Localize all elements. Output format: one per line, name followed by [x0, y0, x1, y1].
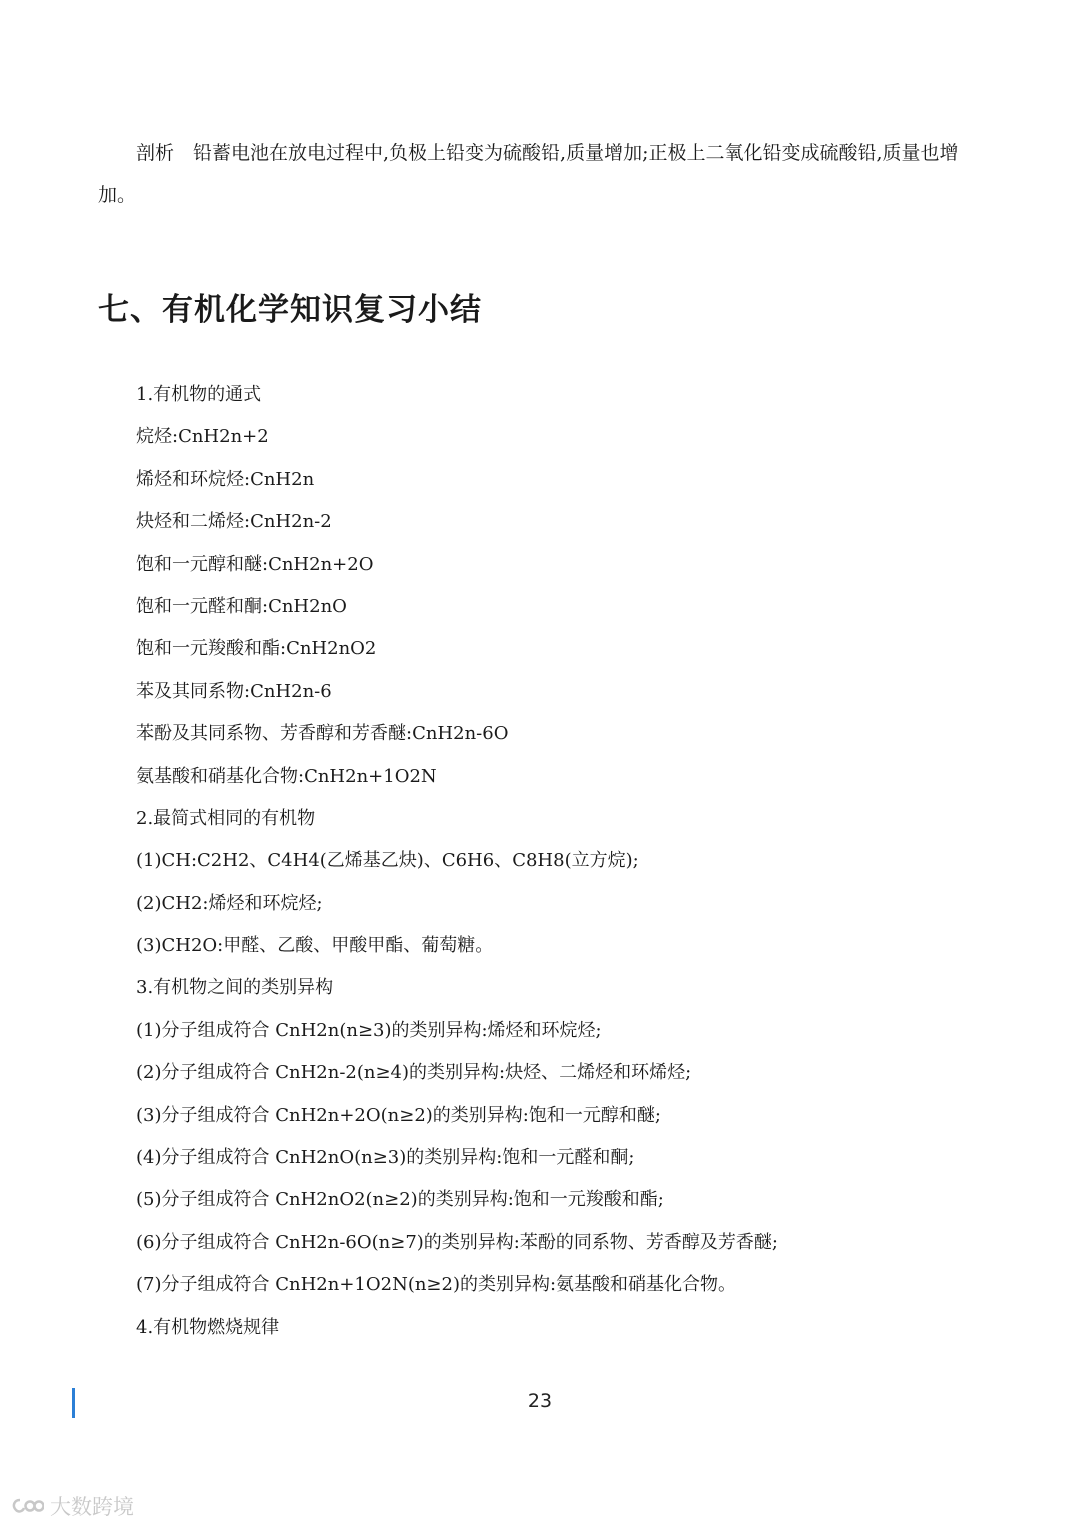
- formula-line: 饱和一元羧酸和酯:CnH2nO2: [136, 638, 377, 660]
- formula-line: (3)分子组成符合 CnH2n+2O(n≥2)的类别异构:饱和一元醇和醚;: [136, 1104, 661, 1126]
- formula-line: 炔烃和二烯烃:CnH2n-2: [136, 511, 332, 533]
- formula-line: (4)分子组成符合 CnH2nO(n≥3)的类别异构:饱和一元醛和酮;: [136, 1147, 635, 1169]
- formula-line: 苯及其同系物:CnH2n-6: [136, 680, 332, 702]
- formula-line: 饱和一元醛和酮:CnH2nO: [136, 595, 347, 617]
- formula-line: (7)分子组成符合 CnH2n+1O2N(n≥2)的类别异构:氨基酸和硝基化合物。: [136, 1274, 737, 1296]
- formula-line: (5)分子组成符合 CnH2nO2(n≥2)的类别异构:饱和一元羧酸和酯;: [136, 1189, 664, 1211]
- formula-line: 苯酚及其同系物、芳香醇和芳香醚:CnH2n-6O: [136, 723, 509, 745]
- analysis-paragraph: 剖析 铅蓄电池在放电过程中,负极上铅变为硫酸铅,质量增加;正极上二氧化铅变成硫酸铅,质量也增加。: [98, 142, 959, 206]
- watermark-text: 大数跨境: [50, 1495, 134, 1519]
- formula-line: (1)分子组成符合 CnH2n(n≥3)的类别异构:烯烃和环烷烃;: [136, 1019, 602, 1041]
- formula-line: 氨基酸和硝基化合物:CnH2n+1O2N: [136, 765, 437, 787]
- formula-line: (1)CH:C2H2、C4H4(乙烯基乙炔)、C6H6、C8H8(立方烷);: [136, 850, 639, 872]
- formula-line: (6)分子组成符合 CnH2n-6O(n≥7)的类别异构:苯酚的同系物、芳香醇及芳香醚;: [136, 1231, 778, 1253]
- formula-line: 烷烃:CnH2n+2: [136, 426, 269, 448]
- formula-line: (3)CH2O:甲醛、乙酸、甲酸甲酯、葡萄糖。: [136, 935, 494, 957]
- brand-logo-icon: [10, 1496, 44, 1516]
- formula-line: 饱和一元醇和醚:CnH2n+2O: [136, 553, 374, 575]
- subsection-title: 2.最简式相同的有机物: [136, 807, 316, 829]
- subsection-title: 4.有机物燃烧规律: [136, 1316, 280, 1338]
- watermark: [10, 1491, 134, 1521]
- formula-line: (2)CH2:烯烃和环烷烃;: [136, 892, 323, 914]
- content-lines: [136, 375, 996, 1350]
- subsection-title: 1.有机物的通式: [136, 384, 262, 405]
- section-heading: 七、有机化学知识复习小结: [98, 292, 482, 328]
- subsection-title: 3.有机物之间的类别异构: [136, 977, 334, 999]
- page-number: 23: [527, 1390, 553, 1412]
- formula-line: 烯烃和环烷烃:CnH2n: [136, 468, 315, 490]
- formula-line: (2)分子组成符合 CnH2n-2(n≥4)的类别异构:炔烃、二烯烃和环烯烃;: [136, 1062, 692, 1084]
